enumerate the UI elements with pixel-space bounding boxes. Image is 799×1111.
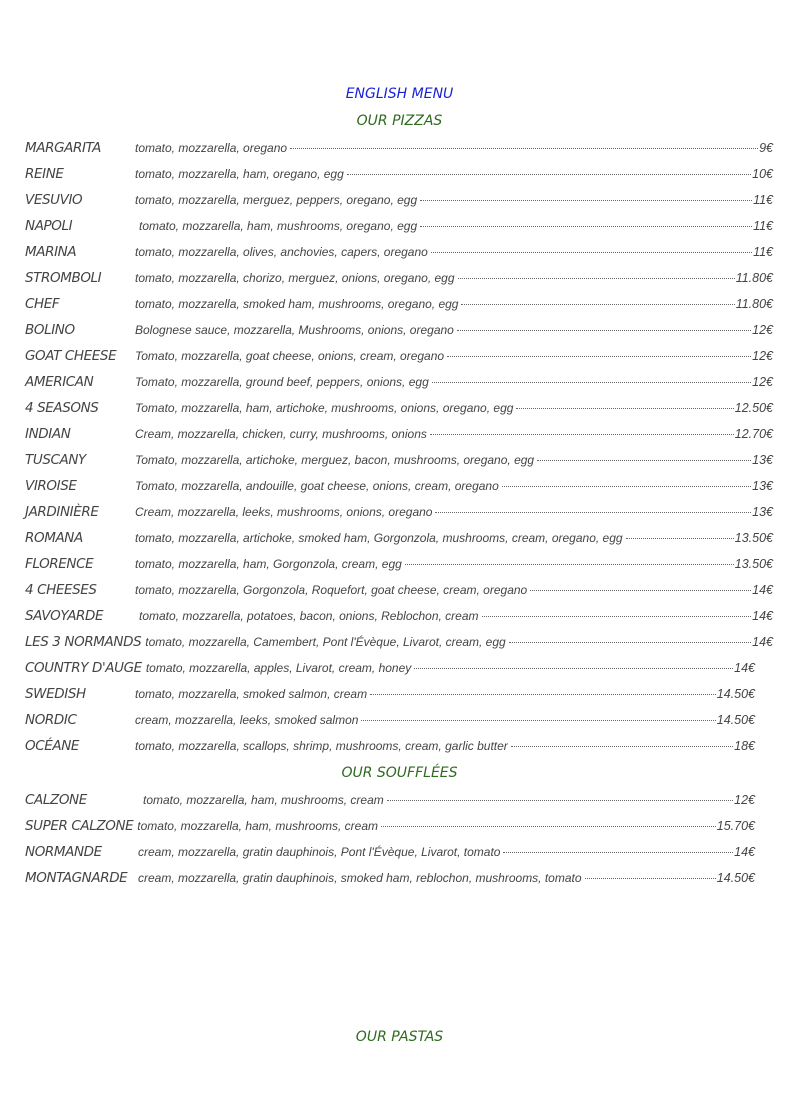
item-name: LES 3 NORMANDS [25, 634, 142, 650]
item-description: tomato, mozzarella, ham, mushrooms, cream [143, 793, 384, 807]
item-description: cream, mozzarella, gratin dauphinois, smoked ham, reblochon, mushrooms, tomato [138, 871, 582, 885]
menu-item [25, 738, 755, 760]
item-name: SUPER CALZONE [25, 818, 134, 834]
menu-item [25, 478, 773, 500]
dot-leader [509, 642, 751, 643]
item-price: 14€ [752, 635, 773, 649]
menu-item [25, 348, 773, 370]
item-description: Cream, mozzarella, leeks, mushrooms, onions, oregano [135, 505, 433, 519]
item-name: TUSCANY [25, 452, 86, 468]
dot-leader [447, 356, 751, 357]
dot-leader [405, 564, 734, 565]
item-description: tomato, mozzarella, ham, mushrooms, cream [137, 819, 379, 833]
item-description: cream, mozzarella, gratin dauphinois, Pont l'Évèque, Livarot, tomato [138, 845, 501, 859]
dot-leader [530, 590, 751, 591]
menu-item [25, 166, 773, 188]
item-price: 11€ [753, 219, 773, 233]
item-description: tomato, mozzarella, ham, Gorgonzola, cream, egg [135, 557, 402, 571]
menu-item [25, 140, 773, 162]
dot-leader [435, 512, 751, 513]
item-price: 18€ [734, 739, 755, 753]
item-name: NORDIC [25, 712, 77, 728]
dot-leader [414, 668, 733, 669]
menu-item [25, 556, 773, 578]
item-description: tomato, mozzarella, scallops, shrimp, mushrooms, cream, garlic butter [135, 739, 508, 753]
dot-leader [370, 694, 716, 695]
item-name: STROMBOLI [25, 270, 102, 286]
menu-item [25, 712, 755, 734]
item-name: COUNTRY D'AUGE [25, 660, 142, 676]
item-price: 13.50€ [734, 531, 773, 545]
item-description: Tomato, mozzarella, ground beef, peppers, onions, egg [135, 375, 429, 389]
item-name: ROMANA [25, 530, 83, 546]
dot-leader [387, 800, 733, 801]
item-price: 12€ [734, 793, 755, 807]
menu-title: ENGLISH MENU [345, 86, 454, 102]
menu-item [25, 504, 773, 526]
dot-leader [511, 746, 733, 747]
dot-leader [431, 252, 752, 253]
item-price: 11€ [753, 193, 773, 207]
item-name: BOLINO [25, 322, 75, 338]
item-description: tomato, mozzarella, merguez, peppers, oregano, egg [135, 193, 418, 207]
menu-item [25, 530, 773, 552]
item-price: 14.50€ [716, 713, 755, 727]
menu-item [25, 870, 755, 892]
pizzas-section-title: OUR PIZZAS [356, 113, 443, 129]
item-description: tomato, mozzarella, Camembert, Pont l'Évèque, Livarot, cream, egg [145, 635, 506, 649]
item-price: 11€ [753, 245, 773, 259]
item-price: 13€ [752, 453, 773, 467]
item-price: 11.80€ [735, 297, 773, 311]
item-price: 12.70€ [734, 427, 773, 441]
item-price: 14€ [734, 845, 755, 859]
menu-item [25, 374, 773, 396]
menu-item [25, 192, 773, 214]
menu-item [25, 582, 773, 604]
item-description: tomato, mozzarella, smoked salmon, cream [135, 687, 368, 701]
item-name: CALZONE [25, 792, 87, 808]
menu-item [25, 634, 773, 656]
item-price: 14€ [752, 609, 773, 623]
dot-leader [502, 486, 751, 487]
item-name: MONTAGNARDE [25, 870, 128, 886]
item-price: 13€ [752, 505, 773, 519]
dot-leader [503, 852, 733, 853]
menu-item [25, 218, 773, 240]
menu-item [25, 452, 773, 474]
menu-item [25, 844, 755, 866]
item-description: tomato, mozzarella, oregano [135, 141, 288, 155]
item-price: 11.80€ [735, 271, 773, 285]
item-name: 4 CHEESES [25, 582, 97, 598]
item-description: tomato, mozzarella, ham, oregano, egg [135, 167, 344, 181]
menu-item [25, 426, 773, 448]
item-price: 12€ [752, 349, 773, 363]
item-description: tomato, mozzarella, olives, anchovies, capers, oregano [135, 245, 428, 259]
menu-item [25, 660, 755, 682]
item-name: JARDINIÈRE [25, 504, 99, 520]
dot-leader [585, 878, 716, 879]
dot-leader [626, 538, 734, 539]
item-description: tomato, mozzarella, apples, Livarot, cream, honey [145, 661, 412, 675]
item-name: MARINA [25, 244, 77, 260]
item-name: NORMANDE [25, 844, 102, 860]
item-name: VIROISE [25, 478, 77, 494]
item-price: 14€ [752, 583, 773, 597]
item-name: VESUVIO [25, 192, 83, 208]
dot-leader [482, 616, 752, 617]
item-name: INDIAN [25, 426, 71, 442]
item-price: 15.70€ [716, 819, 755, 833]
item-name: AMERICAN [25, 374, 94, 390]
menu-item [25, 322, 773, 344]
item-name: OCÉANE [25, 738, 80, 754]
item-description: Tomato, mozzarella, artichoke, merguez, bacon, mushrooms, oregano, egg [135, 453, 535, 467]
item-name: 4 SEASONS [25, 400, 99, 416]
menu-item [25, 608, 773, 630]
item-price: 13€ [752, 479, 773, 493]
dot-leader [537, 460, 751, 461]
item-description: cream, mozzarella, leeks, smoked salmon [135, 713, 359, 727]
item-price: 14€ [734, 661, 755, 675]
item-description: tomato, mozzarella, chorizo, merguez, onions, oregano, egg [135, 271, 455, 285]
item-price: 14.50€ [716, 687, 755, 701]
item-description: tomato, mozzarella, potatoes, bacon, onions, Reblochon, cream [139, 609, 479, 623]
pastas-section-title: OUR PASTAS [355, 1029, 444, 1045]
item-description: Tomato, mozzarella, ham, artichoke, mushrooms, onions, oregano, egg [135, 401, 514, 415]
dot-leader [461, 304, 734, 305]
item-name: MARGARITA [25, 140, 101, 156]
item-name: FLORENCE [25, 556, 94, 572]
dot-leader [432, 382, 751, 383]
dot-leader [516, 408, 733, 409]
item-price: 9€ [759, 141, 773, 155]
item-description: tomato, mozzarella, artichoke, smoked ham, Gorgonzola, mushrooms, cream, oregano, egg [135, 531, 623, 545]
menu-item [25, 686, 755, 708]
item-name: SAVOYARDE [25, 608, 104, 624]
item-price: 12€ [752, 323, 773, 337]
item-description: tomato, mozzarella, Gorgonzola, Roquefort, goat cheese, cream, oregano [135, 583, 528, 597]
menu-item [25, 270, 773, 292]
item-name: REINE [25, 166, 64, 182]
dot-leader [430, 434, 734, 435]
dot-leader [290, 148, 758, 149]
item-price: 14.50€ [716, 871, 755, 885]
item-price: 13.50€ [734, 557, 773, 571]
item-price: 12€ [752, 375, 773, 389]
menu-item [25, 400, 773, 422]
dot-leader [458, 278, 735, 279]
menu-item [25, 818, 755, 840]
item-description: Bolognese sauce, mozzarella, Mushrooms, onions, oregano [135, 323, 454, 337]
dot-leader [361, 720, 715, 721]
item-name: NAPOLI [25, 218, 73, 234]
item-name: CHEF [25, 296, 60, 312]
item-name: GOAT CHEESE [25, 348, 117, 364]
menu-item [25, 244, 773, 266]
dot-leader [420, 226, 752, 227]
item-name: SWEDISH [25, 686, 86, 702]
dot-leader [420, 200, 752, 201]
menu-item [25, 792, 755, 814]
dot-leader [457, 330, 751, 331]
dot-leader [381, 826, 716, 827]
item-price: 12.50€ [734, 401, 773, 415]
item-description: Tomato, mozzarella, andouille, goat cheese, onions, cream, oregano [135, 479, 499, 493]
item-price: 10€ [752, 167, 773, 181]
souffles-section-title: OUR SOUFFLÉES [341, 765, 458, 781]
item-description: Tomato, mozzarella, goat cheese, onions, cream, oregano [135, 349, 445, 363]
dot-leader [347, 174, 751, 175]
item-description: tomato, mozzarella, smoked ham, mushrooms, oregano, egg [135, 297, 459, 311]
item-description: tomato, mozzarella, ham, mushrooms, oregano, egg [139, 219, 418, 233]
item-description: Cream, mozzarella, chicken, curry, mushrooms, onions [135, 427, 427, 441]
menu-item [25, 296, 773, 318]
